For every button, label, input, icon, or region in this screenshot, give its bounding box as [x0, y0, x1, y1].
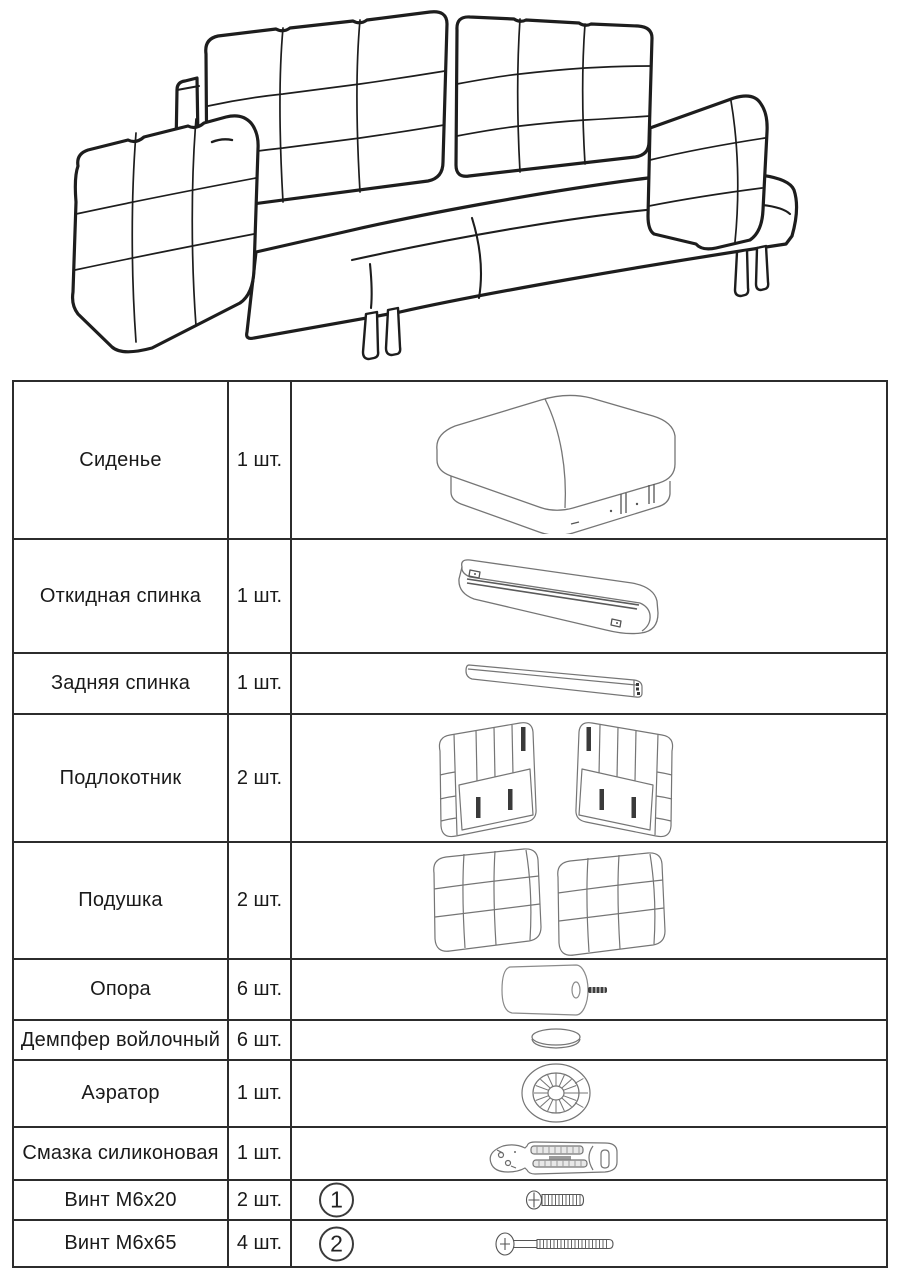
table-row-folding-backrest — [13, 539, 887, 653]
marker-number: 1 — [330, 1186, 343, 1213]
part-name — [13, 714, 228, 842]
part-name — [13, 959, 228, 1020]
part-qty: 2 шт. — [228, 842, 291, 959]
part-label: Смазка силиконовая — [22, 1142, 219, 1164]
screw-m6x65-drawing — [495, 1230, 617, 1258]
part-qty: 1 шт. — [228, 653, 291, 714]
part-name — [13, 653, 228, 714]
screw-m6x20-drawing — [525, 1187, 587, 1213]
part-qty: 1 шт. — [228, 381, 291, 539]
table-row-armrest — [13, 714, 887, 842]
part-label: Задняя спинка — [50, 672, 191, 694]
silicone-grease-drawing — [481, 1130, 631, 1178]
table-row-grease — [13, 1127, 887, 1180]
part-label: Сиденье — [79, 448, 162, 471]
part-qty: 1 шт. — [228, 539, 291, 653]
part-label: Аэратор — [81, 1082, 160, 1104]
table-row-screw-m6x65 — [13, 1220, 887, 1267]
armrest-pair-drawing — [426, 717, 686, 839]
part-label: Демпфер войлочный — [20, 1028, 221, 1051]
part-label: Опора — [90, 978, 151, 1000]
aerator-drawing — [518, 1062, 594, 1125]
part-name — [13, 1060, 228, 1127]
part-label: Подушка — [78, 889, 163, 911]
table-row-felt-damper — [13, 1020, 887, 1060]
part-name — [13, 842, 228, 959]
part-label: Винт М6х65 — [64, 1232, 177, 1254]
part-qty: 1 шт. — [228, 1060, 291, 1127]
marker-number: 2 — [330, 1230, 343, 1256]
part-name — [13, 1220, 228, 1267]
part-name — [13, 381, 228, 539]
part-qty: 6 шт. — [228, 1020, 291, 1060]
table-row-seat — [13, 381, 887, 539]
part-name — [13, 1127, 228, 1180]
folding-backrest-drawing — [446, 543, 666, 649]
felt-damper-drawing — [529, 1026, 583, 1054]
sofa-armrest-right — [648, 96, 767, 249]
part-label: Винт М6х20 — [64, 1188, 177, 1211]
part-name — [13, 1180, 228, 1220]
sofa-armrest-left — [73, 116, 259, 352]
table-row-leg — [13, 959, 887, 1020]
seat-part-drawing — [421, 386, 691, 534]
part-qty: 2 шт. — [228, 714, 291, 842]
part-qty: 2 шт. — [228, 1180, 291, 1220]
leg-support-drawing — [496, 961, 616, 1019]
part-qty: 4 шт. — [228, 1220, 291, 1267]
table-row-screw-m6x20 — [13, 1180, 887, 1220]
sofa-back-cushion-right — [456, 17, 652, 176]
part-name — [13, 1020, 228, 1060]
parts-table — [12, 380, 888, 1268]
sofa-legs-right — [735, 246, 768, 296]
sofa-assembled-illustration — [0, 2, 900, 376]
sofa-line-drawing — [0, 2, 900, 376]
cushion-pair-drawing — [424, 845, 689, 957]
part-label: Подлокотник — [59, 766, 182, 789]
table-row-rear-panel — [13, 653, 887, 714]
part-qty: 6 шт. — [228, 959, 291, 1020]
part-name — [13, 539, 228, 653]
table-row-aerator — [13, 1060, 887, 1127]
part-qty: 1 шт. — [228, 1127, 291, 1180]
rear-back-panel-drawing — [464, 659, 649, 709]
part-label: Откидная спинка — [39, 584, 202, 607]
table-row-cushion — [13, 842, 887, 959]
